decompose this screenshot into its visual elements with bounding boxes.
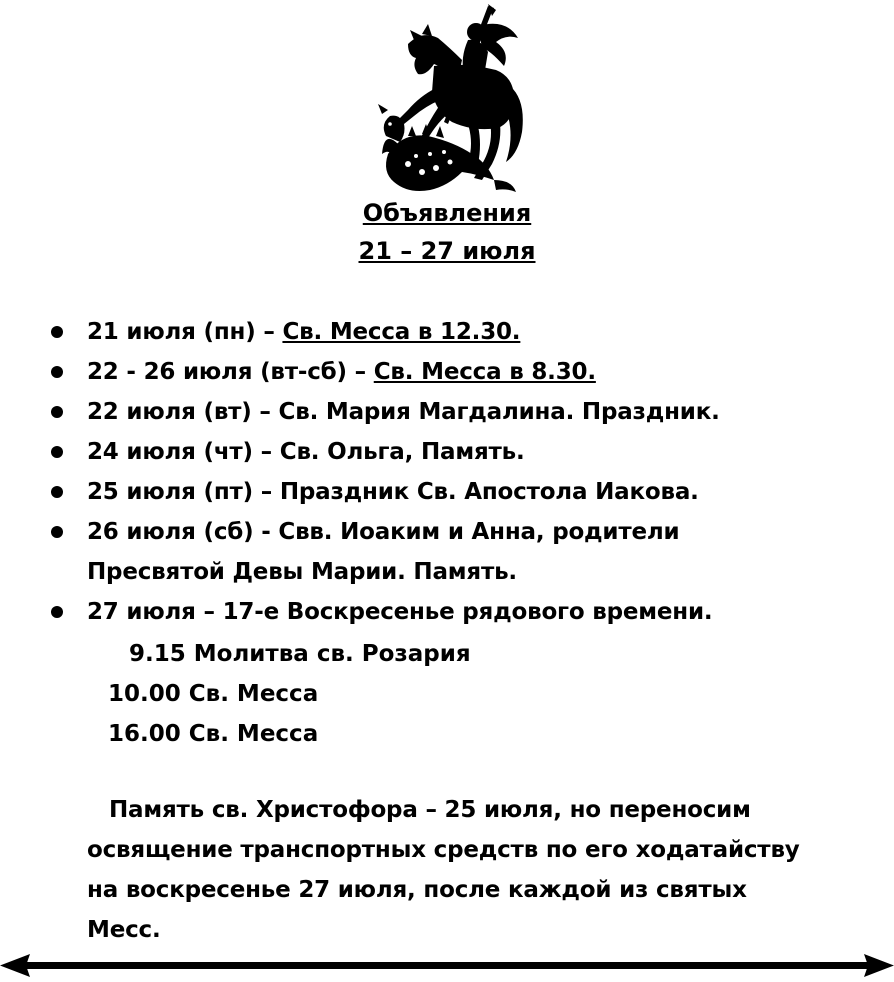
date-range: 21 – 27 июля: [358, 237, 536, 265]
list-item: [0, 472, 894, 512]
list-item: [0, 432, 894, 472]
bullet-icon: [51, 526, 63, 538]
list-item: [0, 392, 894, 432]
notice-line: Месс.: [87, 917, 161, 943]
bullet-icon: [51, 606, 63, 618]
notice-line: Память св. Христофора – 25 июля, но переносим: [109, 797, 751, 823]
notice-line: на воскресенье 27 июля, после каждой из святых: [87, 877, 747, 903]
item-text-continued: Пресвятой Девы Марии. Память.: [87, 559, 517, 585]
item-mass-time: Св. Месса в 12.30.: [282, 319, 521, 345]
bullet-icon: [51, 446, 63, 458]
item-text: 21 июля (пн) –: [87, 319, 283, 345]
bullet-icon: [51, 406, 63, 418]
notice-paragraph: [87, 790, 847, 950]
bullet-icon: [51, 366, 63, 378]
item-text: 22 - 26 июля (вт-сб) –: [87, 359, 374, 385]
item-text: 25 июля (пт) – Праздник Св. Апостола Иакова.: [87, 479, 699, 505]
list-item: [0, 592, 894, 632]
item-text: 22 июля (вт) – Св. Мария Магдалина. Праздник.: [87, 399, 720, 425]
bullet-icon: [51, 326, 63, 338]
schedule-mass-afternoon: 16.00 Св. Месса: [108, 721, 319, 747]
item-text: 27 июля – 17-е Воскресенье рядового времени.: [87, 599, 713, 625]
list-item: [0, 312, 894, 352]
st-george-dragon-icon: [378, 4, 528, 196]
schedule-rosary: 9.15 Молитва св. Розария: [129, 641, 471, 667]
item-text: 24 июля (чт) – Св. Ольга, Память.: [87, 439, 525, 465]
announcements-list: [0, 312, 894, 632]
list-item: [0, 352, 894, 392]
double-arrow-divider-icon: [0, 952, 894, 980]
schedule-mass-morning: 10.00 Св. Месса: [108, 681, 319, 707]
page-title: Объявления: [362, 199, 532, 227]
item-mass-time: Св. Месса в 8.30.: [373, 359, 596, 385]
list-item: [0, 512, 894, 592]
bullet-icon: [51, 486, 63, 498]
notice-line: освящение транспортных средств по его ходатайству: [87, 837, 800, 863]
item-text: 26 июля (сб) - Свв. Иоаким и Анна, родители: [87, 519, 680, 545]
